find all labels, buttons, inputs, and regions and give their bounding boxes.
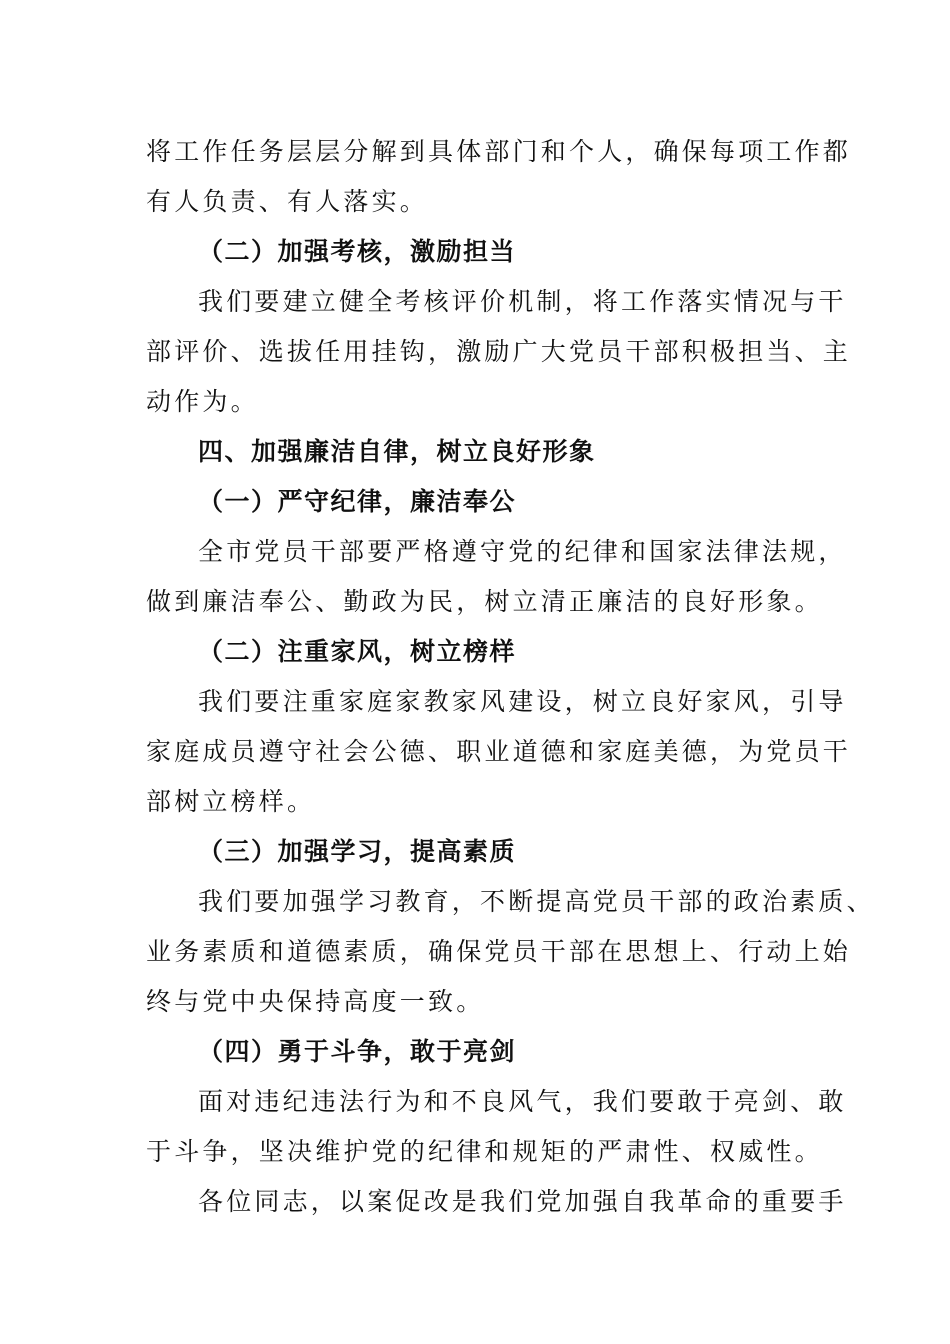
paragraph-line: 动作为。 <box>146 387 259 416</box>
section-heading: （一）严守纪律，廉洁奉公 <box>198 487 517 516</box>
paragraph-line: 各位同志，以案促改是我们党加强自我革命的重要手 <box>198 1187 847 1216</box>
chapter-heading: 四、加强廉洁自律，树立良好形象 <box>198 437 596 466</box>
paragraph-line: 我们要加强学习教育，不断提高党员干部的政治素质、 <box>198 887 875 916</box>
paragraph-line: 终与党中央保持高度一致。 <box>146 987 485 1016</box>
section-heading: （二）加强考核，激励担当 <box>198 237 517 266</box>
paragraph-line: 于斗争，坚决维护党的纪律和规矩的严肃性、权威性。 <box>146 1137 823 1166</box>
paragraph-line: 部评价、选拔任用挂钩，激励广大党员干部积极担当、主 <box>146 337 852 366</box>
section-heading: （四）勇于斗争，敢于亮剑 <box>198 1037 517 1066</box>
paragraph-line: 部树立榜样。 <box>146 787 316 816</box>
paragraph-line: 面对违纪违法行为和不良风气，我们要敢于亮剑、敢 <box>198 1087 847 1116</box>
paragraph-line: 家庭成员遵守社会公德、职业道德和家庭美德，为党员干 <box>146 737 852 766</box>
paragraph-line: 做到廉洁奉公、勤政为民，树立清正廉洁的良好形象。 <box>146 587 823 616</box>
paragraph-line: 我们要注重家庭家教家风建设，树立良好家风，引导 <box>198 687 847 716</box>
section-heading: （三）加强学习，提高素质 <box>198 837 517 866</box>
paragraph-line: 将工作任务层层分解到具体部门和个人，确保每项工作都 <box>146 137 852 166</box>
section-heading: （二）注重家风，树立榜样 <box>198 637 517 666</box>
paragraph-line: 全市党员干部要严格遵守党的纪律和国家法律法规， <box>198 537 847 566</box>
paragraph-line: 我们要建立健全考核评价机制，将工作落实情况与干 <box>198 287 847 316</box>
document-body <box>146 127 875 1227</box>
paragraph-line: 业务素质和道德素质，确保党员干部在思想上、行动上始 <box>146 937 852 966</box>
paragraph-line: 有人负责、有人落实。 <box>146 187 429 216</box>
